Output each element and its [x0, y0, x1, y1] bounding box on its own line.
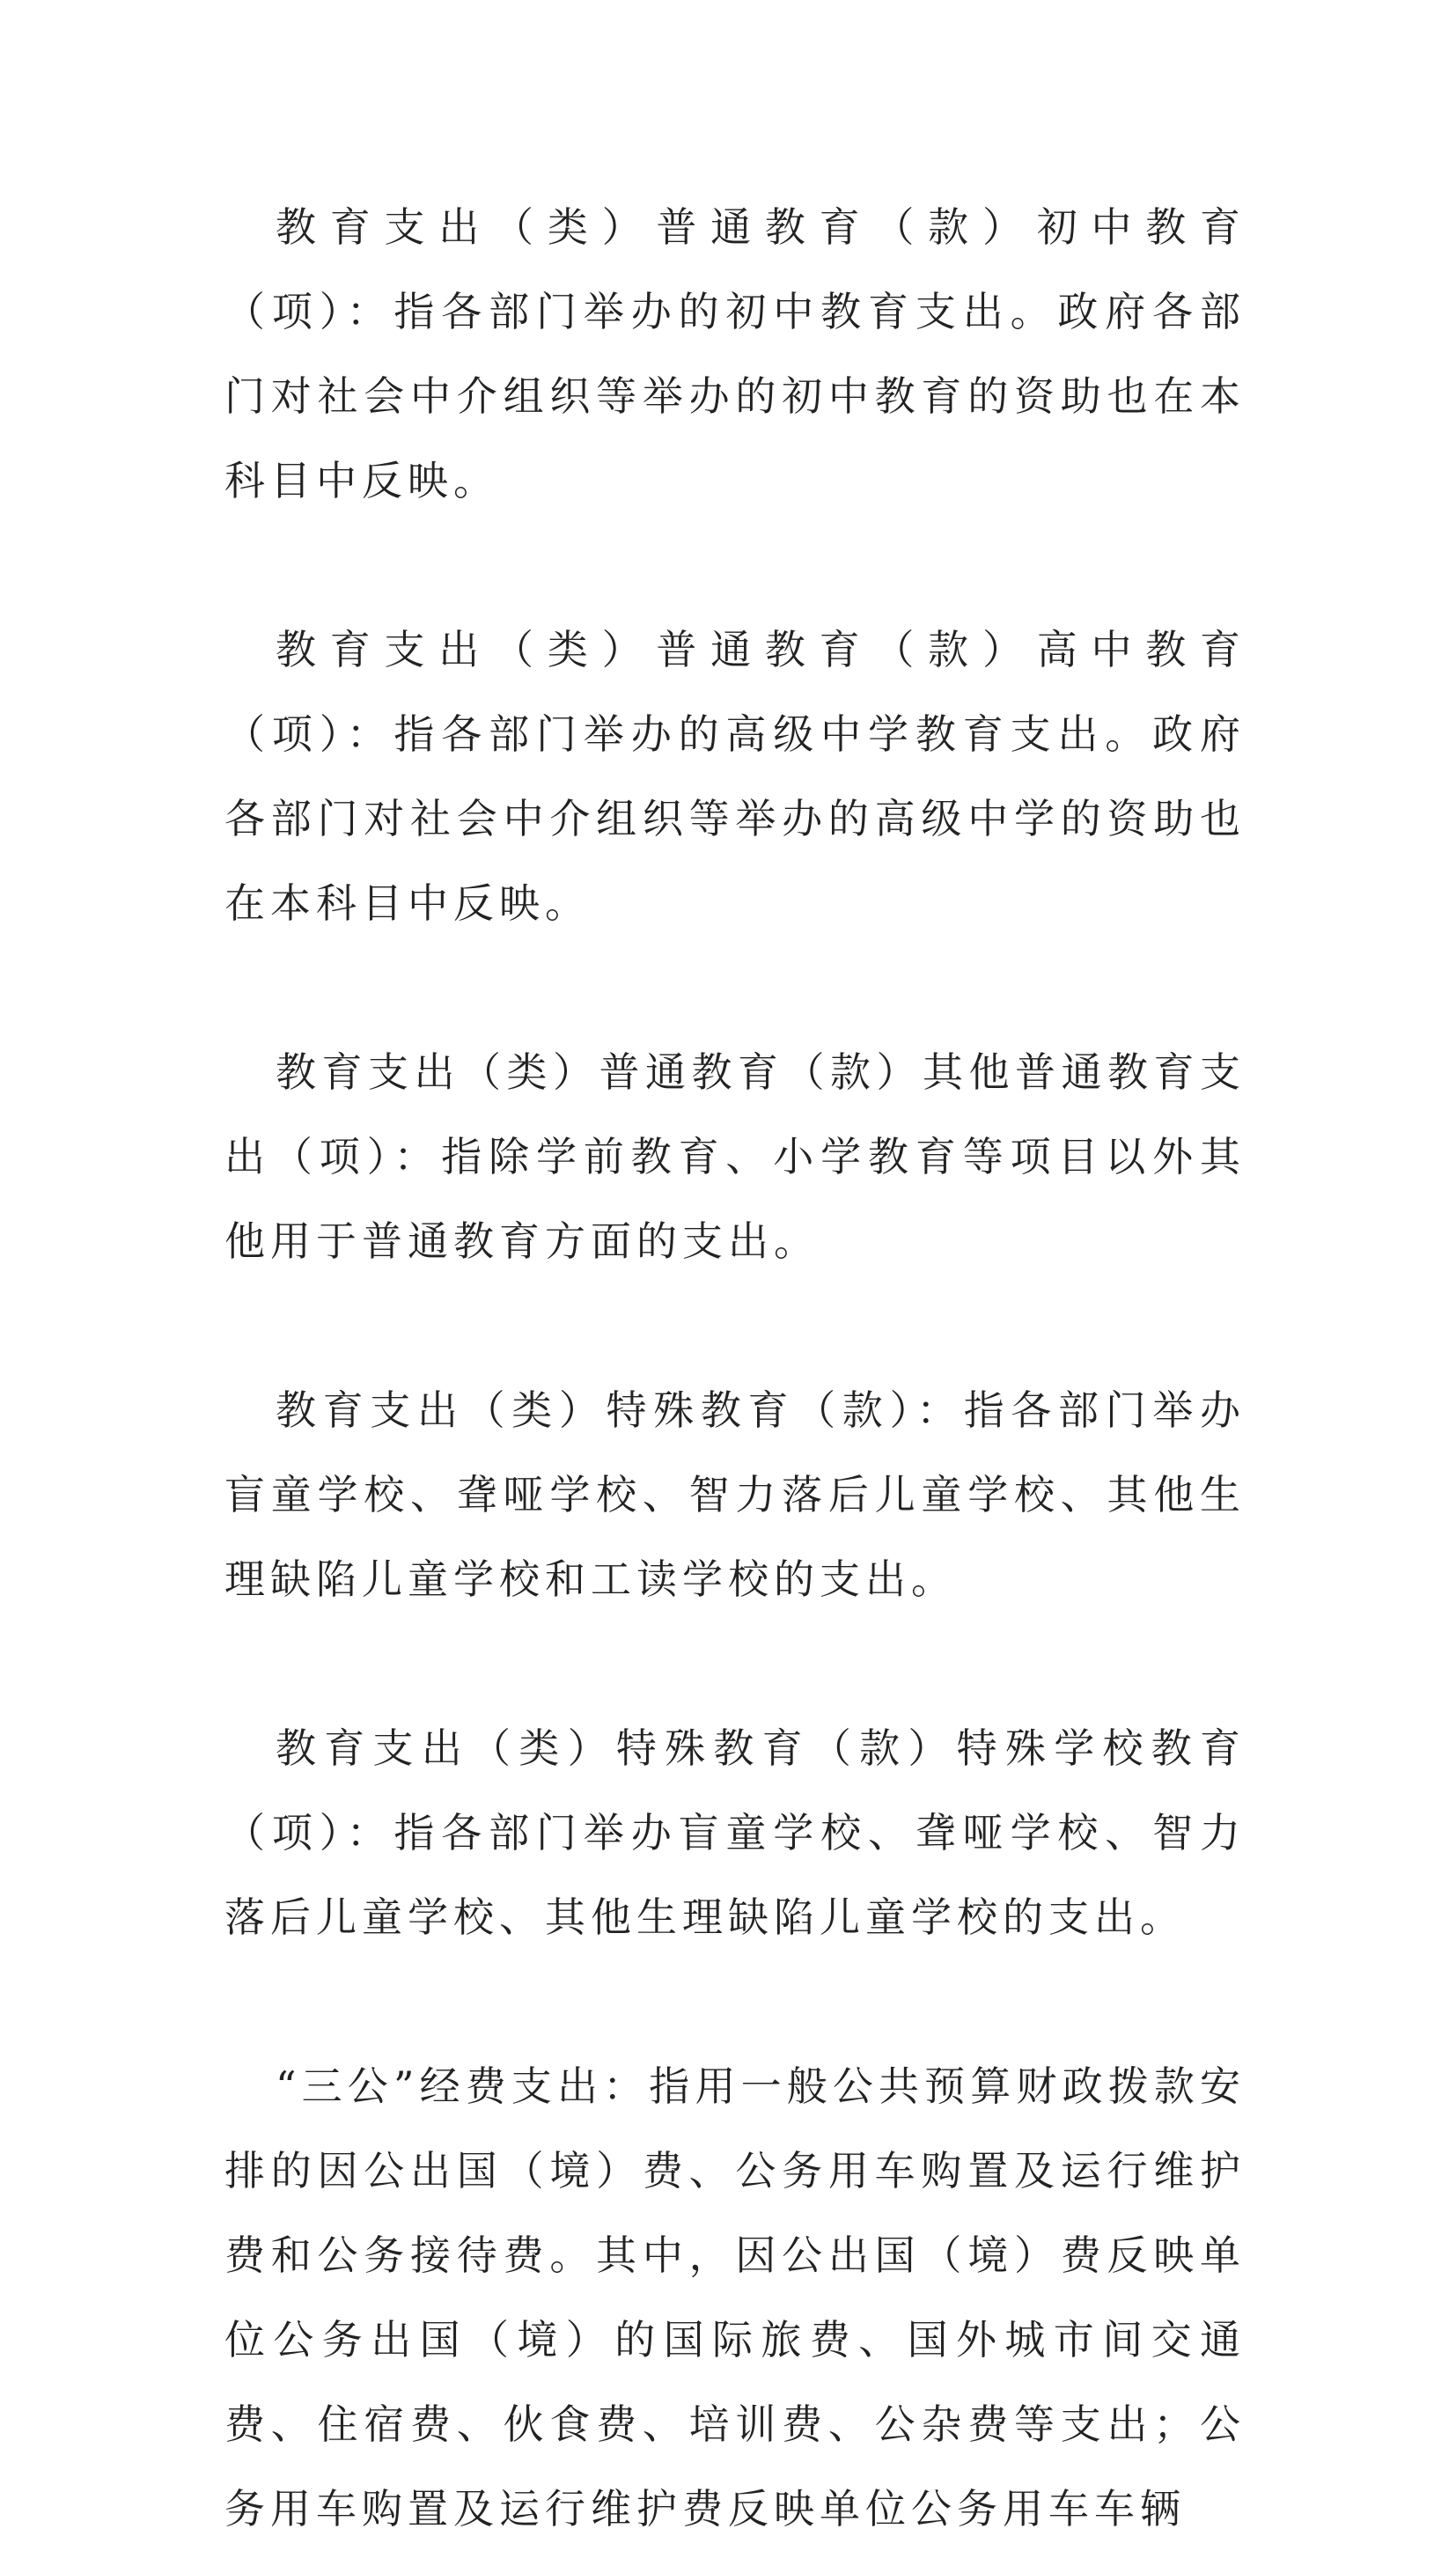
document-body	[224, 185, 1246, 2551]
paragraph-junior-middle-education: 教育支出（类）普通教育（款）初中教育（项）：指各部门举办的初中教育支出。政府各部门对社会中介组织等举办的初中教育的资助也在本科目中反映。	[224, 203, 1246, 504]
paragraph-senior-high-education: 教育支出（类）普通教育（款）高中教育（项）：指各部门举办的高级中学教育支出。政府各部门对社会中介组织等举办的高级中学的资助也在本科目中反映。	[224, 626, 1246, 927]
paragraph-other-general-education: 教育支出（类）普通教育（款）其他普通教育支出（项）：指除学前教育、小学教育等项目以外其他用于普通教育方面的支出。	[224, 1048, 1246, 1265]
paragraph-special-education: 教育支出（类）特殊教育（款）：指各部门举办盲童学校、聋哑学校、智力落后儿童学校、其他生理缺陷儿童学校和工读学校的支出。	[224, 1386, 1246, 1603]
paragraph-three-public-expenses: “三公”经费支出：指用一般公共预算财政拨款安排的因公出国（境）费、公务用车购置及运行维护费和公务接待费。其中，因公出国（境）费反映单位公务出国（境）的国际旅费、国外城市间交通费、住宿费、伙食费、培训费、公杂费等支出；公务用车购置及运行维护费反映单位公务用车车辆	[224, 2062, 1246, 2533]
paragraph-special-school-education: 教育支出（类）特殊教育（款）特殊学校教育（项）：指各部门举办盲童学校、聋哑学校、智力落后儿童学校、其他生理缺陷儿童学校的支出。	[224, 1724, 1246, 1941]
